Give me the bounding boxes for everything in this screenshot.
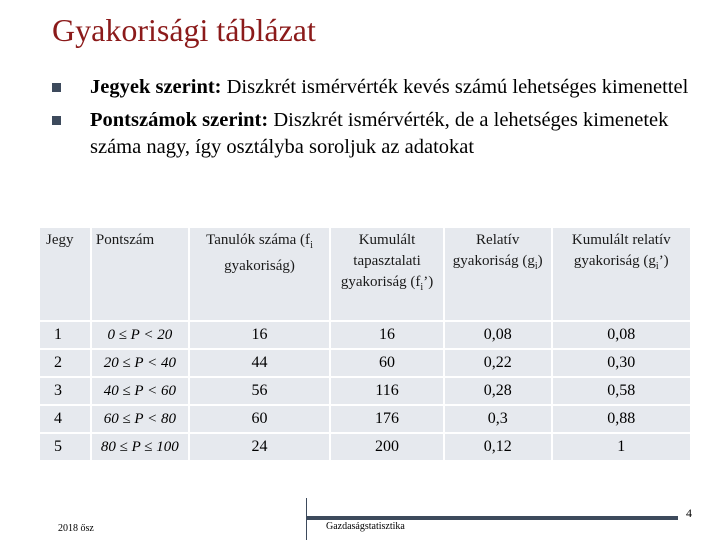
- cell-jegy: 2: [39, 349, 91, 377]
- table-row: [39, 405, 691, 433]
- header-relativ: Relatív gyakoriság $(g_i)$: [444, 227, 552, 321]
- cell-pontszam: 40 ≤ P < 60: [91, 377, 189, 405]
- header-kumulalt: Kumulált tapasztalati gyakoriság $(f_i’)$: [330, 227, 444, 321]
- cell-relativ: 0,08: [444, 321, 552, 349]
- cell-kumulalt-relativ: 0,08: [552, 321, 691, 349]
- footer-rule: [306, 516, 678, 520]
- bullet-term: Pontszámok szerint:: [90, 109, 269, 131]
- cell-gyakorisag: 56: [189, 377, 330, 405]
- header-tanulok: Tanulók száma ($f_i$ gyakoriság): [189, 227, 330, 321]
- cell-pontszam: 0 ≤ P < 20: [91, 321, 189, 349]
- cell-gyakorisag: 24: [189, 433, 330, 461]
- cell-kumulalt: 200: [330, 433, 444, 461]
- bullet-list: [52, 74, 692, 167]
- cell-kumulalt-relativ: 0,88: [552, 405, 691, 433]
- cell-kumulalt-relativ: 0,30: [552, 349, 691, 377]
- header-kumulalt-relativ: Kumulált relatív gyakoriság $(g_i’)$: [552, 227, 691, 321]
- frequency-table: [38, 226, 692, 462]
- footer-course: Gazdaságstatisztika: [326, 521, 405, 532]
- table-row: [39, 349, 691, 377]
- table-row: [39, 321, 691, 349]
- cell-pontszam: 60 ≤ P < 80: [91, 405, 189, 433]
- cell-jegy: 1: [39, 321, 91, 349]
- cell-gyakorisag: 16: [189, 321, 330, 349]
- cell-kumulalt: 116: [330, 377, 444, 405]
- header-pontszam: Pontszám: [91, 227, 189, 321]
- footer-semester: 2018 ősz: [58, 523, 94, 534]
- page-number: 4: [686, 506, 692, 520]
- bullet-term: Jegyek szerint:: [90, 76, 222, 98]
- cell-kumulalt: 16: [330, 321, 444, 349]
- cell-relativ: 0,12: [444, 433, 552, 461]
- table-row: [39, 433, 691, 461]
- bullet-text: Diszkrét ismérvérték, de a lehetséges kimenetek száma nagy, így osztályba soroljuk az adatokat: [90, 109, 669, 158]
- cell-jegy: 4: [39, 405, 91, 433]
- square-bullet-icon: [52, 116, 61, 125]
- bullet-item-scores: [52, 107, 692, 161]
- cell-kumulalt-relativ: 1: [552, 433, 691, 461]
- cell-jegy: 5: [39, 433, 91, 461]
- table-header-row: [39, 227, 691, 321]
- cell-relativ: 0,28: [444, 377, 552, 405]
- square-bullet-icon: [52, 83, 61, 92]
- bullet-text: Diszkrét ismérvérték kevés számú lehetséges kimenettel: [221, 76, 689, 98]
- cell-kumulalt: 176: [330, 405, 444, 433]
- cell-relativ: 0,22: [444, 349, 552, 377]
- header-jegy: Jegy: [39, 227, 91, 321]
- cell-kumulalt-relativ: 0,58: [552, 377, 691, 405]
- cell-jegy: 3: [39, 377, 91, 405]
- table-row: [39, 377, 691, 405]
- cell-gyakorisag: 60: [189, 405, 330, 433]
- bullet-item-grades: [52, 74, 692, 101]
- cell-pontszam: 80 ≤ P ≤ 100: [91, 433, 189, 461]
- cell-kumulalt: 60: [330, 349, 444, 377]
- cell-relativ: 0,3: [444, 405, 552, 433]
- cell-pontszam: 20 ≤ P < 40: [91, 349, 189, 377]
- cell-gyakorisag: 44: [189, 349, 330, 377]
- slide-title: Gyakorisági táblázat: [52, 12, 316, 48]
